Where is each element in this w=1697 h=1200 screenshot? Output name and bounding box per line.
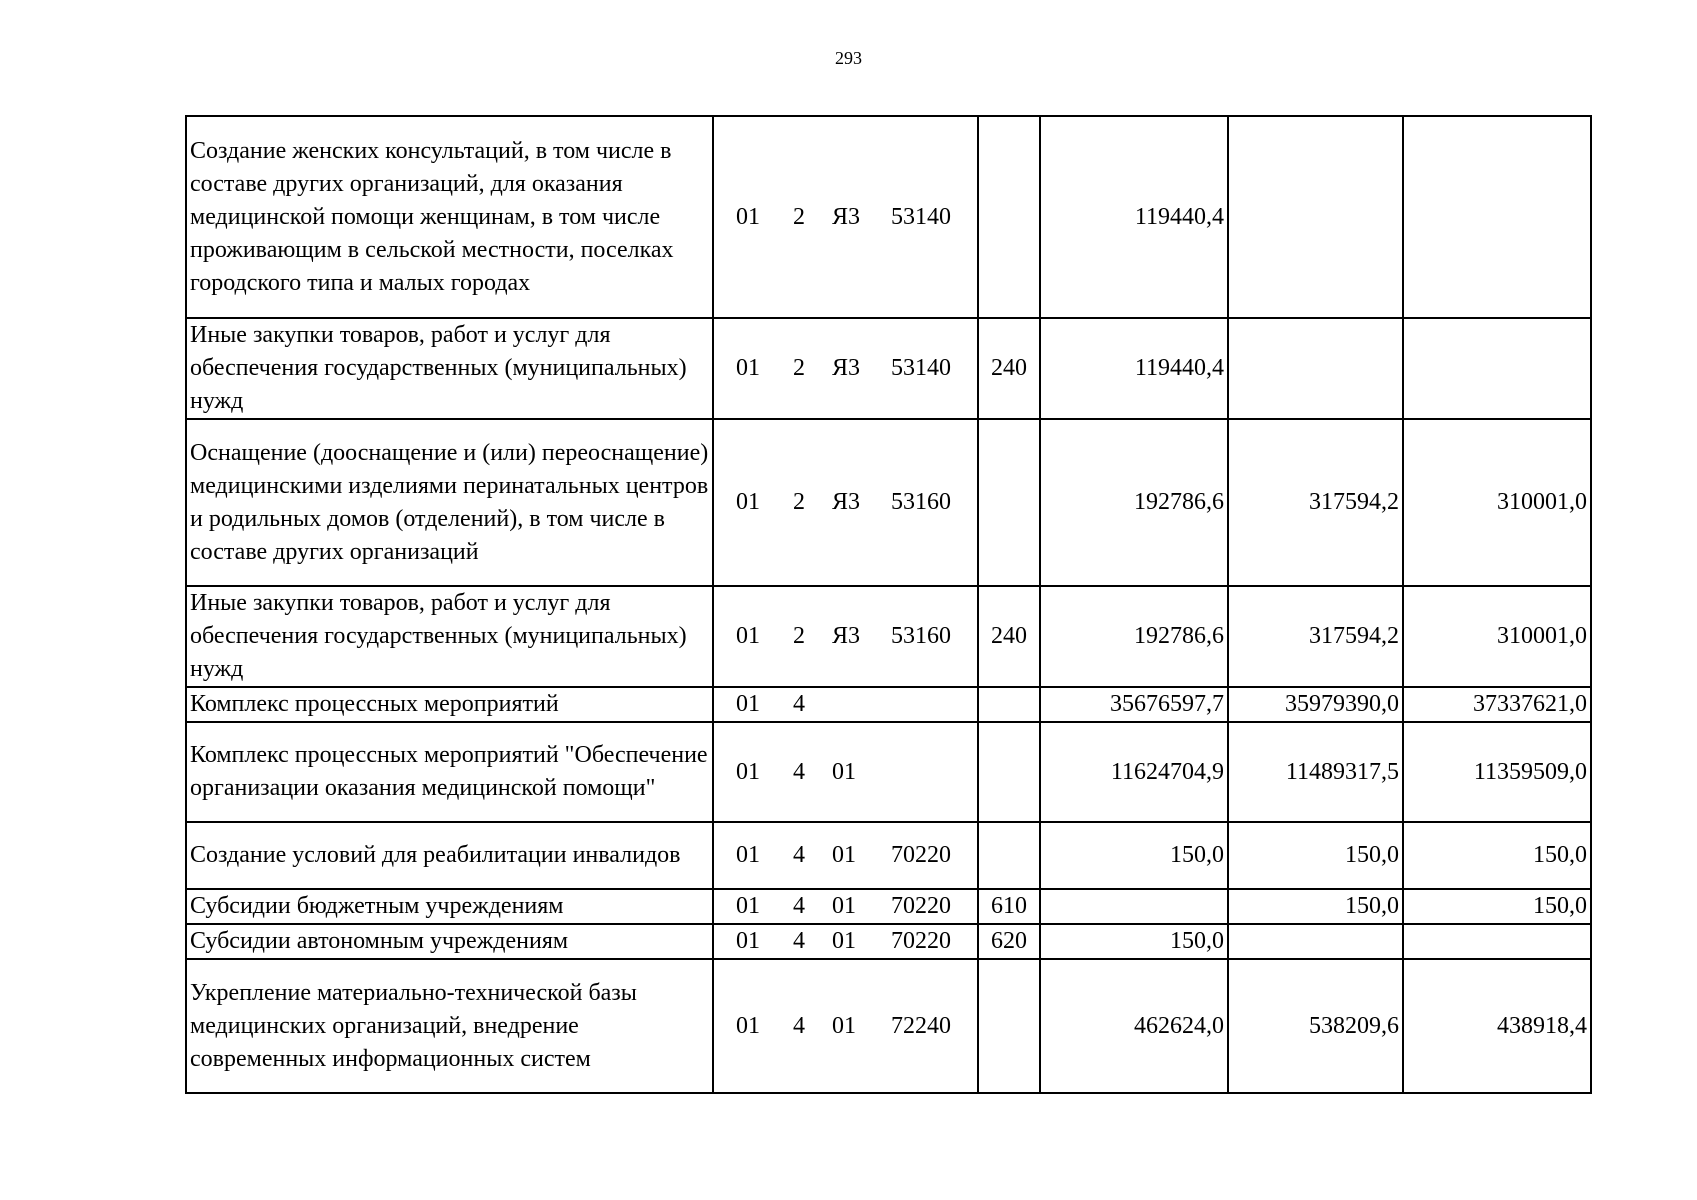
table-row — [186, 889, 1591, 924]
row-codes — [713, 116, 978, 318]
amount-year-1: 462624,0 — [1040, 959, 1228, 1093]
amount-year-1: 192786,6 — [1040, 586, 1228, 687]
direction-code: 70220 — [891, 842, 951, 868]
table-row — [186, 586, 1591, 687]
amount-year-3 — [1403, 116, 1591, 318]
amount-year-3: 11359509,0 — [1403, 722, 1591, 822]
amount-year-1: 119440,4 — [1040, 116, 1228, 318]
row-name: Иные закупки товаров, работ и услуг для обеспечения государственных (муниципальных) нужд — [186, 586, 713, 687]
amount-year-3: 150,0 — [1403, 889, 1591, 924]
amount-year-2: 35979390,0 — [1228, 687, 1403, 722]
row-codes — [713, 586, 978, 687]
subprogram-code: 2 — [793, 623, 805, 649]
subprogram-code: 4 — [793, 893, 805, 919]
event-code: 01 — [832, 928, 856, 954]
amount-year-3: 310001,0 — [1403, 586, 1591, 687]
program-code: 01 — [736, 928, 760, 954]
amount-year-2: 317594,2 — [1228, 586, 1403, 687]
event-code: 01 — [832, 893, 856, 919]
row-name: Создание условий для реабилитации инвалидов — [186, 822, 713, 889]
amount-year-2 — [1228, 116, 1403, 318]
amount-year-1: 150,0 — [1040, 924, 1228, 959]
expense-type-code — [978, 822, 1040, 889]
amount-year-1: 192786,6 — [1040, 419, 1228, 586]
event-code: 01 — [832, 842, 856, 868]
row-codes — [713, 419, 978, 586]
row-name: Комплекс процессных мероприятий — [186, 687, 713, 722]
row-name: Субсидии бюджетным учреждениям — [186, 889, 713, 924]
subprogram-code: 2 — [793, 203, 805, 230]
subprogram-code: 2 — [793, 489, 805, 515]
row-name: Укрепление материально-технической базы медицинских организаций, внедрение современных информационных систем — [186, 959, 713, 1093]
expense-type-code: 620 — [978, 924, 1040, 959]
expense-type-code: 610 — [978, 889, 1040, 924]
program-code: 01 — [736, 489, 760, 515]
row-codes — [713, 687, 978, 722]
direction-code: 53160 — [891, 489, 951, 515]
direction-code: 72240 — [891, 1012, 951, 1039]
row-name: Иные закупки товаров, работ и услуг для обеспечения государственных (муниципальных) нужд — [186, 318, 713, 419]
program-code: 01 — [736, 758, 760, 785]
amount-year-3 — [1403, 924, 1591, 959]
direction-code: 53140 — [891, 203, 951, 230]
expense-type-code — [978, 116, 1040, 318]
subprogram-code: 4 — [793, 1012, 805, 1039]
amount-year-2: 538209,6 — [1228, 959, 1403, 1093]
amount-year-1: 150,0 — [1040, 822, 1228, 889]
expense-type-code: 240 — [978, 586, 1040, 687]
row-name: Создание женских консультаций, в том числе в составе других организаций, для оказания медицинской помощи женщинам, в том числе проживающим в сельской местности, поселках городского типа и малых городах — [186, 116, 713, 318]
row-name: Субсидии автономным учреждениям — [186, 924, 713, 959]
event-code: Я3 — [832, 355, 861, 381]
direction-code: 53160 — [891, 623, 951, 649]
budget-table-body — [186, 116, 1591, 1093]
event-code: Я3 — [832, 623, 861, 649]
amount-year-3: 438918,4 — [1403, 959, 1591, 1093]
expense-type-code — [978, 722, 1040, 822]
subprogram-code: 4 — [793, 928, 805, 954]
amount-year-3: 150,0 — [1403, 822, 1591, 889]
amount-year-1 — [1040, 889, 1228, 924]
expense-type-code — [978, 419, 1040, 586]
amount-year-2: 150,0 — [1228, 889, 1403, 924]
direction-code: 70220 — [891, 928, 951, 954]
subprogram-code: 4 — [793, 691, 805, 717]
event-code: Я3 — [832, 203, 861, 230]
direction-code: 53140 — [891, 355, 951, 381]
row-codes — [713, 318, 978, 419]
direction-code: 70220 — [891, 893, 951, 919]
amount-year-3 — [1403, 318, 1591, 419]
row-codes — [713, 959, 978, 1093]
row-name: Оснащение (дооснащение и (или) переоснащение) медицинскими изделиями перинатальных центров и родильных домов (отделений), в том числе в составе других организаций — [186, 419, 713, 586]
amount-year-1: 119440,4 — [1040, 318, 1228, 419]
table-row — [186, 924, 1591, 959]
program-code: 01 — [736, 893, 760, 919]
amount-year-3: 310001,0 — [1403, 419, 1591, 586]
program-code: 01 — [736, 203, 760, 230]
program-code: 01 — [736, 842, 760, 868]
amount-year-2: 11489317,5 — [1228, 722, 1403, 822]
amount-year-2 — [1228, 318, 1403, 419]
budget-table — [185, 115, 1592, 1094]
subprogram-code: 4 — [793, 842, 805, 868]
table-row — [186, 687, 1591, 722]
table-row — [186, 722, 1591, 822]
event-code: Я3 — [832, 489, 861, 515]
event-code: 01 — [832, 758, 856, 785]
expense-type-code — [978, 687, 1040, 722]
subprogram-code: 2 — [793, 355, 805, 381]
row-name: Комплекс процессных мероприятий "Обеспечение организации оказания медицинской помощи" — [186, 722, 713, 822]
amount-year-2: 150,0 — [1228, 822, 1403, 889]
subprogram-code: 4 — [793, 758, 805, 785]
table-row — [186, 822, 1591, 889]
expense-type-code: 240 — [978, 318, 1040, 419]
table-row — [186, 959, 1591, 1093]
row-codes — [713, 889, 978, 924]
table-row — [186, 419, 1591, 586]
expense-type-code — [978, 959, 1040, 1093]
row-codes — [713, 822, 978, 889]
amount-year-2 — [1228, 924, 1403, 959]
amount-year-1: 35676597,7 — [1040, 687, 1228, 722]
amount-year-3: 37337621,0 — [1403, 687, 1591, 722]
table-row — [186, 318, 1591, 419]
amount-year-2: 317594,2 — [1228, 419, 1403, 586]
page-number: 293 — [835, 48, 862, 68]
program-code: 01 — [736, 1012, 760, 1039]
row-codes — [713, 722, 978, 822]
program-code: 01 — [736, 355, 760, 381]
table-row — [186, 116, 1591, 318]
amount-year-1: 11624704,9 — [1040, 722, 1228, 822]
program-code: 01 — [736, 623, 760, 649]
row-codes — [713, 924, 978, 959]
program-code: 01 — [736, 691, 760, 717]
event-code: 01 — [832, 1012, 856, 1039]
